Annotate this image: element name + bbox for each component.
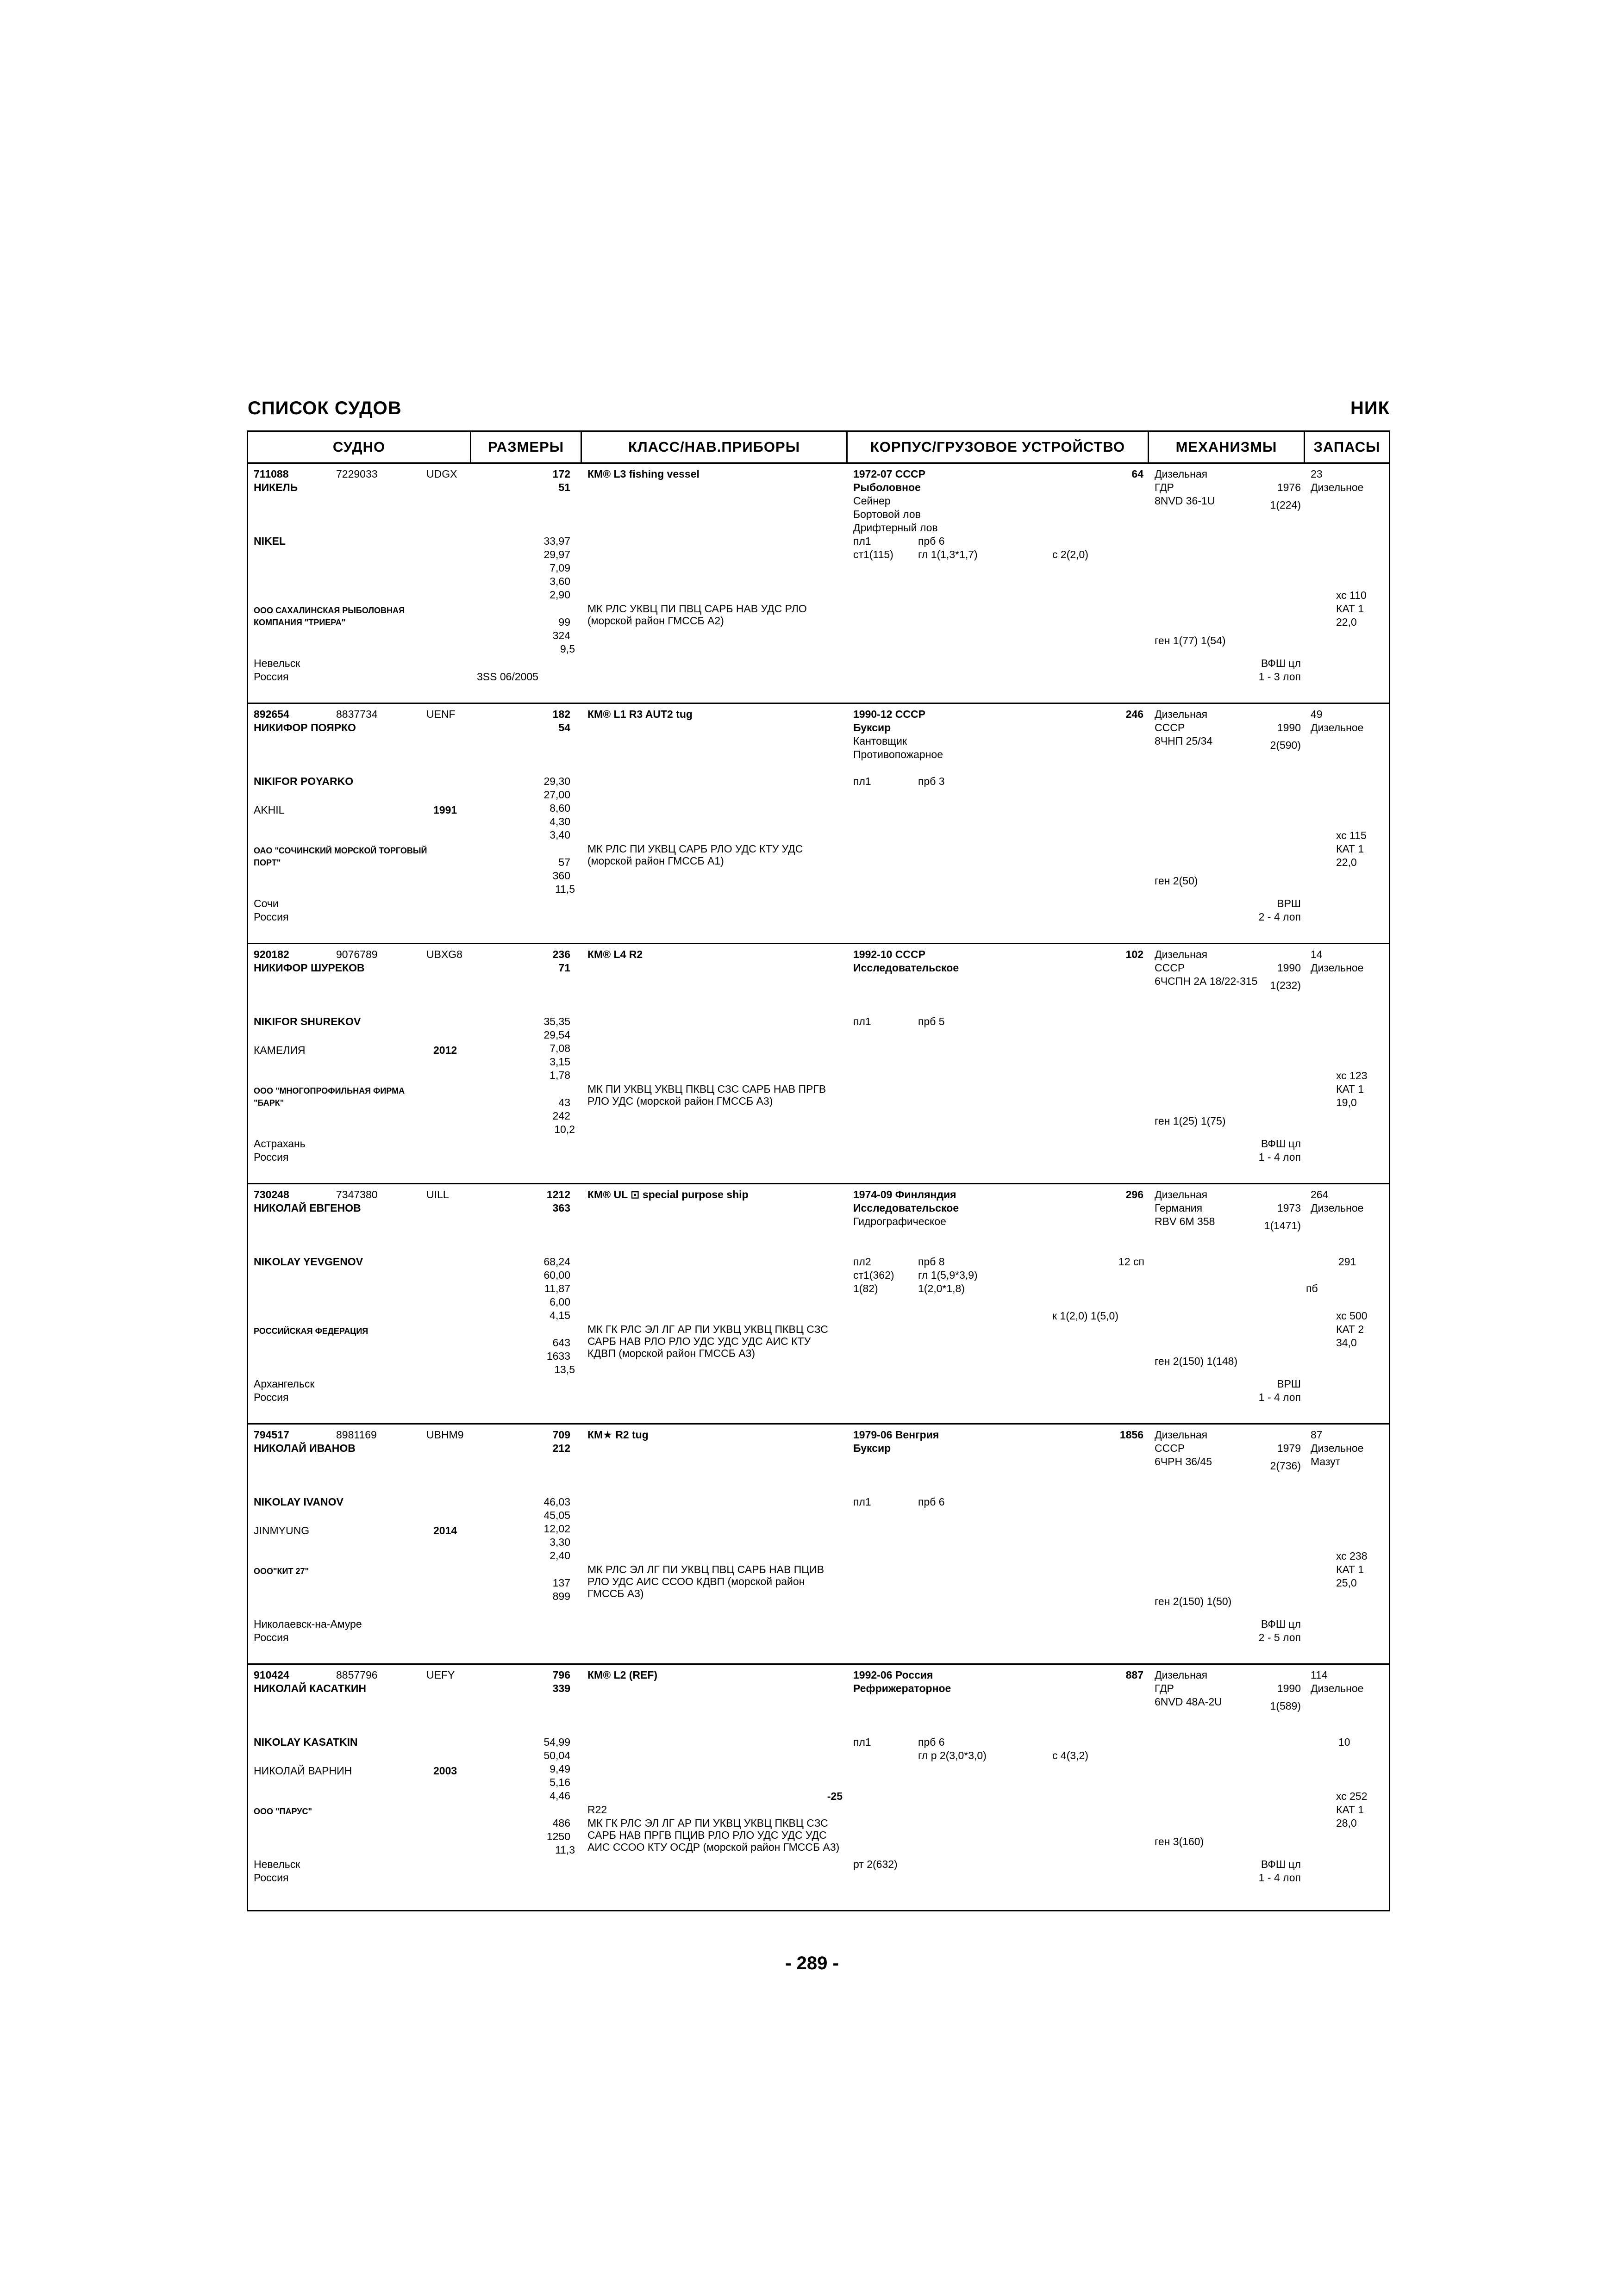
propeller-blades: 1 - 4 лоп	[1258, 1872, 1301, 1884]
build-date-country: 1992-10 СССР	[853, 948, 925, 960]
builder-number: 246	[1125, 708, 1143, 720]
home-port: Сочи	[254, 897, 279, 909]
former-name-year: 1991	[433, 804, 457, 816]
net-tonnage: 51	[558, 481, 570, 493]
call-sign: UENF	[426, 708, 456, 720]
generators: ген 1(25) 1(75)	[1155, 1115, 1226, 1127]
deadweight: 99	[558, 616, 570, 628]
dimension-value: 29,97	[543, 548, 570, 560]
ship-type: Исследовательское	[853, 962, 959, 974]
engine-model: 6ЧСПН 2А 18/22-315	[1155, 975, 1258, 987]
stock-value: 14	[1311, 948, 1323, 960]
hull-decks: ст1(115)	[853, 548, 893, 560]
deadweight: 486	[552, 1817, 570, 1829]
refrigerant: R22	[587, 1804, 607, 1816]
engine-year: 1979	[1277, 1442, 1301, 1454]
home-port: Николаевск-на-Амуре	[254, 1618, 362, 1630]
stock-capacity: 291	[1338, 1256, 1356, 1268]
ship-record	[248, 944, 1389, 1184]
page-number: - 289 -	[785, 1953, 839, 1973]
ship-name-en: NIKEL	[254, 535, 286, 547]
speed: 10,2	[554, 1123, 575, 1135]
hull-decks: пл1	[853, 1496, 871, 1508]
displacement: 242	[552, 1110, 570, 1122]
nav-equipment: МК РЛС УКВЦ ПИ ПВЦ САРБ НАВ УДС РЛО (морской район ГМССБ А2)	[587, 603, 807, 627]
home-port: Архангельск	[254, 1378, 315, 1390]
engine-country: ГДР	[1155, 481, 1174, 493]
dimension-value: 50,04	[543, 1749, 570, 1761]
hull-decks: пл2	[853, 1256, 871, 1268]
record-divider	[248, 1663, 1389, 1665]
propeller-blades: 2 - 5 лоп	[1258, 1631, 1301, 1643]
stock-value: Дизельное	[1311, 962, 1364, 974]
hull-cargo-gear: с 4(3,2)	[1052, 1749, 1088, 1761]
displacement: 1633	[546, 1350, 570, 1362]
nav-equipment: МК РЛС ПИ УКВЦ САРБ РЛО УДС КТУ УДС (морской район ГМССБ А1)	[587, 843, 803, 867]
hull-cargo-gear: 12 сп	[1118, 1256, 1144, 1268]
dimension-value: 3,15	[550, 1056, 570, 1068]
stock-reserve: КАТ 1	[1336, 1804, 1364, 1816]
home-port: Невельск	[254, 1858, 300, 1870]
owner: ООО "ПАРУС"	[254, 1807, 312, 1816]
engine-country: СССР	[1155, 1442, 1185, 1454]
call-sign: UBXG8	[426, 948, 462, 960]
propeller-blades: 1 - 4 лоп	[1258, 1391, 1301, 1403]
stock-value: Дизельное	[1311, 1442, 1364, 1454]
speed: 13,5	[554, 1363, 575, 1375]
propeller: ВФШ цл	[1261, 1138, 1301, 1150]
class-notation: КМ® L2 (REF)	[587, 1669, 658, 1681]
ship-name-ru: НИКОЛАЙ ИВАНОВ	[254, 1442, 356, 1454]
col-header-machinery: МЕХАНИЗМЫ	[1149, 432, 1305, 462]
dimension-value: 29,30	[543, 775, 570, 787]
col-header-dimensions: РАЗМЕРЫ	[471, 432, 582, 462]
engine-model: 6ЧРН 36/45	[1155, 1456, 1212, 1468]
hull-holds: прб 6	[918, 535, 945, 547]
stock-value: 114	[1311, 1669, 1328, 1681]
stock-value: 87	[1311, 1429, 1323, 1441]
former-name-year: 2003	[433, 1765, 457, 1777]
imo-number: 7229033	[336, 468, 378, 480]
stock-reserve: хс 110	[1336, 589, 1367, 601]
dimension-value: 7,08	[550, 1042, 570, 1054]
speed: 9,5	[560, 643, 575, 655]
displacement: 1250	[546, 1830, 570, 1842]
home-port: Астрахань	[254, 1138, 306, 1150]
ship-name-en: NIKOLAY YEVGENOV	[254, 1256, 363, 1268]
owner: ООО"КИТ 27"	[254, 1567, 309, 1576]
stock-reserve: хс 252	[1336, 1790, 1368, 1802]
engine-type: Дизельная	[1155, 708, 1208, 720]
stock-value: 49	[1311, 708, 1323, 720]
stock-value: Дизельное	[1311, 1202, 1364, 1214]
propeller: ВФШ цл	[1261, 1618, 1301, 1630]
net-tonnage: 54	[558, 722, 570, 734]
stock-note: пб	[1306, 1282, 1318, 1294]
reg-number: 892654	[254, 708, 289, 720]
column-divider	[470, 432, 471, 462]
ship-record	[248, 1664, 1389, 1904]
net-tonnage: 363	[552, 1202, 570, 1214]
hull-note: Сейнер	[853, 495, 891, 507]
dimension-value: 3,40	[550, 829, 570, 841]
ship-name-en: NIKIFOR POYARKO	[254, 775, 354, 787]
owner: ОАО "СОЧИНСКИЙ МОРСКОЙ ТОРГОВЫЙ ПОРТ"	[254, 846, 427, 867]
speed: 11,3	[555, 1844, 575, 1856]
hull-extra: к 1(2,0) 1(5,0)	[1052, 1310, 1119, 1322]
engine-power: 2(736)	[1270, 1460, 1301, 1472]
imo-number: 7347380	[336, 1188, 378, 1201]
former-name-year: 2014	[433, 1524, 457, 1537]
stock-reserve: хс 238	[1336, 1550, 1368, 1562]
dimension-value: 68,24	[543, 1256, 570, 1268]
stock-value: Дизельное	[1311, 1682, 1364, 1694]
dimension-value: 9,49	[550, 1763, 570, 1775]
ship-name-en: NIKOLAY KASATKIN	[254, 1736, 358, 1748]
section-index: НИК	[1350, 398, 1390, 418]
generators: ген 2(150) 1(148)	[1155, 1355, 1238, 1367]
builder-number: 102	[1125, 948, 1143, 960]
former-name: КАМЕЛИЯ	[254, 1044, 306, 1056]
dimension-value: 2,40	[550, 1549, 570, 1562]
column-divider	[1304, 432, 1305, 462]
engine-power: 1(224)	[1270, 499, 1301, 511]
net-tonnage: 339	[552, 1682, 570, 1694]
hull-note: Противопожарное	[853, 748, 943, 760]
stock-value: 23	[1311, 468, 1323, 480]
ship-name-en: NIKIFOR SHUREKOV	[254, 1015, 361, 1027]
dimension-value: 6,00	[550, 1296, 570, 1308]
hull-note: Гидрографическое	[853, 1215, 946, 1227]
stock-reserve: 34,0	[1336, 1337, 1357, 1349]
displacement: 899	[552, 1590, 570, 1602]
imo-number: 9076789	[336, 948, 378, 960]
generators: ген 2(50)	[1155, 875, 1198, 887]
speed: 11,5	[555, 883, 575, 895]
deadweight: 137	[552, 1577, 570, 1589]
builder-number: 1856	[1119, 1429, 1143, 1441]
hull-note: Дрифтерный лов	[853, 522, 938, 534]
record-divider	[248, 1183, 1389, 1184]
ship-type: Рефрижераторное	[853, 1682, 951, 1694]
net-tonnage: 71	[558, 962, 570, 974]
dimension-value: 46,03	[543, 1496, 570, 1508]
ship-record	[248, 703, 1389, 944]
flag-country: Россия	[254, 911, 289, 923]
ship-record	[248, 1184, 1389, 1424]
engine-year: 1973	[1277, 1202, 1301, 1214]
gross-tonnage: 172	[552, 468, 570, 480]
build-date-country: 1992-06 Россия	[853, 1669, 933, 1681]
engine-country: Германия	[1155, 1202, 1203, 1214]
flag-country: Россия	[254, 1631, 289, 1643]
dimension-value: 2,90	[550, 589, 570, 601]
gross-tonnage: 236	[552, 948, 570, 960]
deadweight: 57	[558, 856, 570, 868]
hull-holds: прб 3	[918, 775, 945, 787]
propeller-blades: 1 - 4 лоп	[1258, 1151, 1301, 1163]
former-name-year: 2012	[433, 1044, 457, 1056]
ship-type: Буксир	[853, 722, 891, 734]
stock-reserve: 25,0	[1336, 1577, 1357, 1589]
hull-decks: пл1	[853, 1015, 871, 1027]
col-header-stock: ЗАПАСЫ	[1313, 439, 1380, 455]
imo-number: 8837734	[336, 708, 378, 720]
engine-power: 1(232)	[1270, 979, 1301, 991]
former-name: JINMYUNG	[254, 1524, 310, 1537]
stock-reserve: КАТ 1	[1336, 1563, 1364, 1575]
hull-extra: рт 2(632)	[853, 1858, 898, 1870]
net-tonnage: 212	[552, 1442, 570, 1454]
build-date-country: 1972-07 СССР	[853, 468, 925, 480]
nav-equipment: МК ПИ УКВЦ УКВЦ ПКВЦ СЗС САРБ НАВ ПРГВ РЛО УДС (морской район ГМССБ А3)	[587, 1083, 826, 1107]
ship-type: Исследовательское	[853, 1202, 959, 1214]
ship-type: Буксир	[853, 1442, 891, 1454]
engine-model: 8ЧНП 25/34	[1155, 735, 1213, 747]
dimension-value: 3,60	[550, 575, 570, 587]
engine-model: RBV 6M 358	[1155, 1215, 1215, 1227]
dimension-value: 60,00	[543, 1269, 570, 1281]
imo-number: 8981169	[336, 1429, 377, 1441]
hold-temperature: -25	[827, 1790, 843, 1802]
nav-equipment: МК ГК РЛС ЭЛ ЛГ АР ПИ УКВЦ УКВЦ ПКВЦ СЗС САРБ НАВ ПРГВ ПЦИВ РЛО РЛО УДС УДС УДС АИС ССОО КТУ ОСДР (морской район ГМССБ А3)	[587, 1817, 840, 1853]
ship-name-en: NIKOLAY IVANOV	[254, 1496, 344, 1508]
propeller: ВРШ	[1277, 897, 1301, 909]
gross-tonnage: 709	[552, 1429, 570, 1441]
engine-model: 6NVD 48A-2U	[1155, 1696, 1222, 1708]
page-title: СПИСОК СУДОВ	[248, 398, 402, 418]
class-notation: КМ® L3 fishing vessel	[587, 468, 700, 480]
stock-value: Дизельное	[1311, 481, 1364, 493]
stock-reserve: хс 115	[1336, 829, 1367, 841]
hull-holds: 1(2,0*1,8)	[918, 1282, 965, 1294]
imo-number: 8857796	[336, 1669, 378, 1681]
call-sign: UEFY	[426, 1669, 455, 1681]
dimension-value: 1,78	[550, 1069, 570, 1081]
ship-name-ru: НИКЕЛЬ	[254, 481, 298, 493]
dimension-value: 8,60	[550, 802, 570, 814]
dimension-value: 45,05	[543, 1509, 570, 1521]
engine-type: Дизельная	[1155, 468, 1208, 480]
hull-holds: гл 1(5,9*3,9)	[918, 1269, 978, 1281]
dimension-value: 11,87	[544, 1282, 570, 1294]
nav-equipment: МК ГК РЛС ЭЛ ЛГ АР ПИ УКВЦ УКВЦ ПКВЦ СЗС САРБ НАВ РЛО РЛО УДС УДС УДС АИС КТУ КДВП (морской район ГМССБ А3)	[587, 1323, 828, 1359]
reg-number: 730248	[254, 1188, 289, 1201]
ship-type: Рыболовное	[853, 481, 921, 493]
stock-value: Мазут	[1311, 1456, 1341, 1468]
column-divider	[581, 432, 582, 462]
dimension-value: 27,00	[543, 789, 570, 801]
ship-name-ru: НИКОЛАЙ ЕВГЕНОВ	[254, 1202, 361, 1214]
stock-reserve: хс 123	[1336, 1070, 1368, 1082]
former-name: AKHIL	[254, 804, 285, 816]
builder-number: 64	[1131, 468, 1143, 480]
gross-tonnage: 1212	[546, 1188, 570, 1201]
column-divider	[1148, 432, 1149, 462]
stock-reserve: 28,0	[1336, 1817, 1357, 1829]
hull-holds: гл р 2(3,0*3,0)	[918, 1749, 987, 1761]
reg-number: 920182	[254, 948, 289, 960]
class-notation: КМ★ R2 tug	[587, 1429, 649, 1441]
dimension-value: 29,54	[543, 1029, 570, 1041]
hull-decks: пл1	[853, 1736, 871, 1748]
owner: РОССИЙСКАЯ ФЕДЕРАЦИЯ	[254, 1326, 369, 1336]
record-divider	[248, 943, 1389, 944]
engine-type: Дизельная	[1155, 948, 1208, 960]
nav-equipment: МК РЛС ЭЛ ЛГ ПИ УКВЦ ПВЦ САРБ НАВ ПЦИВ РЛО УДС АИС ССОО КДВП (морской район ГМССБ А3)	[587, 1563, 824, 1599]
reg-number: 711088	[254, 468, 289, 480]
dimension-value: 3,30	[550, 1536, 570, 1548]
engine-year: 1990	[1277, 962, 1301, 974]
ship-record	[248, 1424, 1389, 1664]
call-sign: UBHM9	[426, 1429, 464, 1441]
flag-country: Россия	[254, 1151, 289, 1163]
propeller: ВФШ цл	[1261, 1858, 1301, 1870]
propeller-blades: 2 - 4 лоп	[1258, 911, 1301, 923]
dimension-value: 35,35	[543, 1015, 570, 1027]
dimension-value: 4,15	[550, 1309, 570, 1321]
generators: ген 1(77) 1(54)	[1155, 635, 1226, 647]
dimension-value: 33,97	[543, 535, 570, 547]
deadweight: 43	[558, 1096, 570, 1108]
stock-reserve: КАТ 1	[1336, 1083, 1364, 1095]
ship-record	[248, 463, 1389, 703]
builder-number: 296	[1125, 1188, 1143, 1201]
dimension-value: 4,46	[550, 1790, 570, 1802]
hull-holds: прб 6	[918, 1496, 945, 1508]
displacement: 360	[552, 870, 570, 882]
stock-reserve: КАТ 1	[1336, 843, 1364, 855]
hull-note: Кантовщик	[853, 735, 907, 747]
flag-country: Россия	[254, 1872, 289, 1884]
gross-tonnage: 182	[552, 708, 570, 720]
hull-decks: пл1	[853, 535, 871, 547]
flag-country: Россия	[254, 1391, 289, 1403]
generators: ген 3(160)	[1155, 1836, 1204, 1848]
call-sign: UILL	[426, 1188, 449, 1201]
dimension-value: 12,02	[543, 1523, 570, 1535]
call-sign: UDGX	[426, 468, 457, 480]
engine-type: Дизельная	[1155, 1669, 1208, 1681]
ship-table	[247, 430, 1390, 1911]
owner: ООО "МНОГОПРОФИЛЬНАЯ ФИРМА "БАРК"	[254, 1086, 405, 1108]
flag-country: Россия	[254, 671, 289, 683]
deadweight: 643	[552, 1337, 570, 1349]
engine-country: СССР	[1155, 722, 1185, 734]
column-divider	[846, 432, 848, 462]
hull-holds: прб 5	[918, 1015, 945, 1027]
hull-holds: прб 6	[918, 1736, 945, 1748]
engine-power: 2(590)	[1270, 739, 1301, 751]
hull-cargo-gear: с 2(2,0)	[1052, 548, 1088, 560]
reg-number: 910424	[254, 1669, 289, 1681]
record-divider	[248, 1423, 1389, 1425]
stock-reserve: 22,0	[1336, 856, 1357, 868]
gross-tonnage: 796	[552, 1669, 570, 1681]
former-name: НИКОЛАЙ ВАРНИН	[254, 1765, 352, 1777]
engine-year: 1990	[1277, 722, 1301, 734]
stock-reserve: хс 500	[1336, 1310, 1368, 1322]
hull-note: Бортовой лов	[853, 508, 921, 520]
ship-name-ru: НИКИФОР ПОЯРКО	[254, 722, 356, 734]
class-notation: КМ® L4 R2	[587, 948, 643, 960]
build-date-country: 1974-09 Финляндия	[853, 1188, 956, 1201]
col-header-hull: КОРПУС/ГРУЗОВОЕ УСТРОЙСТВО	[848, 432, 1149, 462]
hull-decks: 1(82)	[853, 1282, 878, 1294]
builder-number: 887	[1125, 1669, 1143, 1681]
stock-value: 264	[1311, 1188, 1329, 1201]
reg-number: 794517	[254, 1429, 289, 1441]
ship-name-ru: НИКОЛАЙ КАСАТКИН	[254, 1682, 366, 1694]
hull-holds: прб 8	[918, 1256, 945, 1268]
stock-reserve: 22,0	[1336, 616, 1357, 628]
survey-date: 3SS 06/2005	[477, 671, 539, 683]
stock-reserve: КАТ 2	[1336, 1323, 1364, 1335]
engine-model: 8NVD 36-1U	[1155, 495, 1215, 507]
class-notation: КМ® L1 R3 AUT2 tug	[587, 708, 693, 720]
engine-year: 1976	[1277, 481, 1301, 493]
engine-year: 1990	[1277, 1682, 1301, 1694]
hull-decks: пл1	[853, 775, 871, 787]
engine-type: Дизельная	[1155, 1429, 1208, 1441]
displacement: 324	[552, 629, 570, 641]
engine-type: Дизельная	[1155, 1188, 1208, 1201]
hull-decks: ст1(362)	[853, 1269, 894, 1281]
engine-power: 1(589)	[1270, 1700, 1301, 1712]
generators: ген 2(150) 1(50)	[1155, 1595, 1232, 1607]
engine-country: СССР	[1155, 962, 1185, 974]
dimension-value: 4,30	[550, 815, 570, 828]
engine-country: ГДР	[1155, 1682, 1174, 1694]
dimension-value: 5,16	[550, 1776, 570, 1788]
owner: ООО САХАЛИНСКАЯ РЫБОЛОВНАЯ КОМПАНИЯ "ТРИЕРА"	[254, 606, 405, 627]
record-divider	[248, 703, 1389, 704]
build-date-country: 1979-06 Венгрия	[853, 1429, 939, 1441]
propeller-blades: 1 - 3 лоп	[1258, 671, 1301, 683]
dimension-value: 54,99	[543, 1736, 570, 1748]
home-port: Невельск	[254, 657, 300, 669]
propeller: ВРШ	[1277, 1378, 1301, 1390]
propeller: ВФШ цл	[1261, 657, 1301, 669]
hull-holds: гл 1(1,3*1,7)	[918, 548, 978, 560]
stock-capacity: 10	[1338, 1736, 1350, 1748]
class-notation: КМ® UL ⊡ special purpose ship	[587, 1188, 749, 1201]
engine-power: 1(1471)	[1264, 1220, 1301, 1232]
col-header-ship: СУДНО	[248, 432, 471, 462]
ship-name-ru: НИКИФОР ШУРЕКОВ	[254, 962, 365, 974]
stock-reserve: КАТ 1	[1336, 603, 1364, 615]
build-date-country: 1990-12 СССР	[853, 708, 925, 720]
stock-value: Дизельное	[1311, 722, 1364, 734]
col-header-class: КЛАСС/НАВ.ПРИБОРЫ	[582, 432, 848, 462]
dimension-value: 7,09	[550, 562, 570, 574]
stock-reserve: 19,0	[1336, 1096, 1357, 1108]
